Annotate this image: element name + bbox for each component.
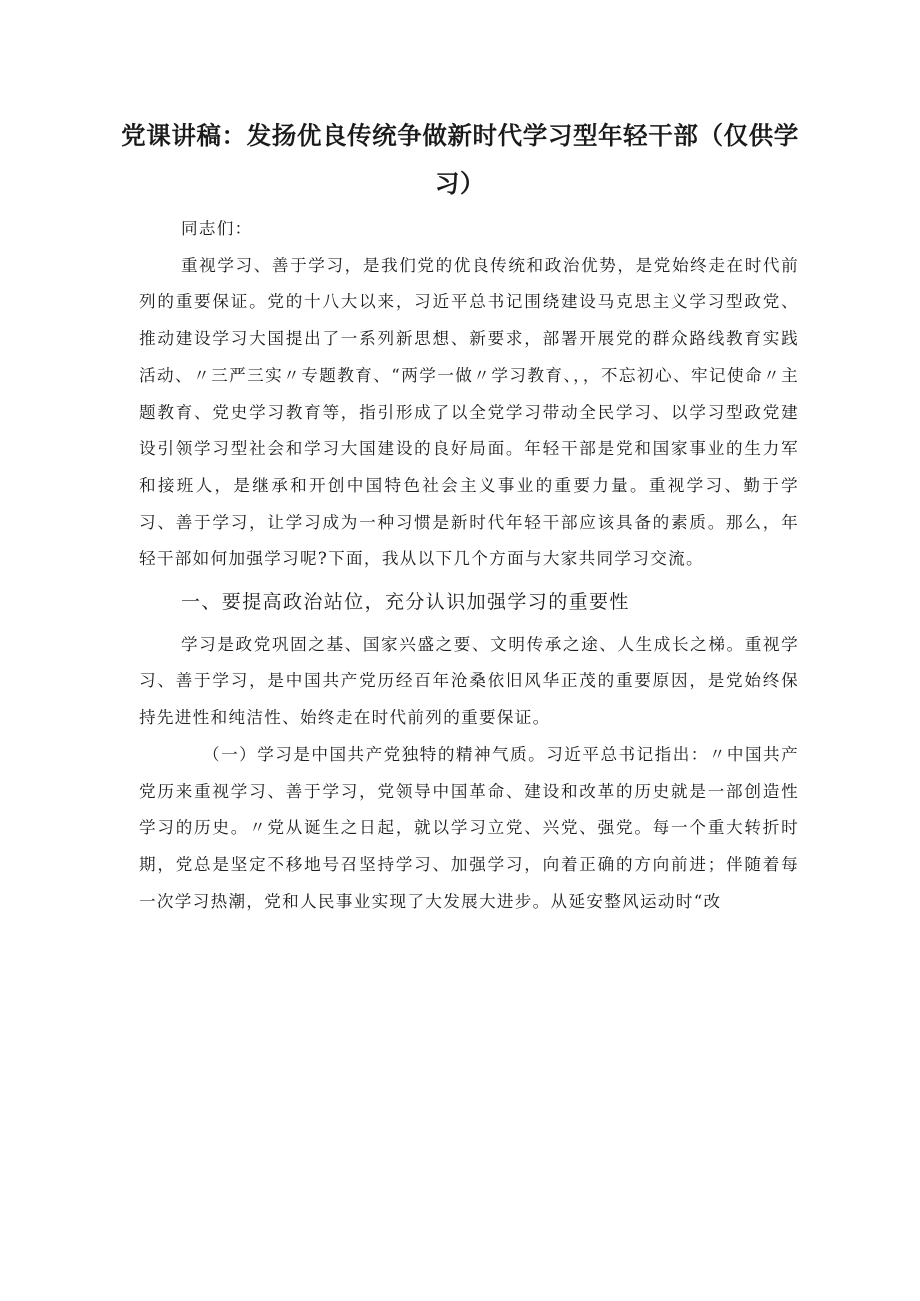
intro-paragraph: 重视学习、善于学习，是我们党的优良传统和政治优势，是党始终走在时代前列的重要保证。党的十八大以来，习近平总书记围绕建设马克思主义学习型政党、推动建设学习大国提出了一系列新思想、新要求，部署开展党的群众路线教育实践活动、〃三严三实〃专题教育、“两学一做〃学习教育、，，不忘初心、牢记使命〃主题教育、党史学习教育等，指引形成了以全党学习带动全民学习、以学习型政党建设引领学习型社会和学习大国建设的良好局面。年轻干部是党和国家事业的生力军和接班人，是继承和开创中国特色社会主义事业的重要力量。重视学习、勤于学习、善于学习，让学习成为一种习惯是新时代年轻干部应该具备的素质。那么，年轻干部如何加强学习呢?下面，我从以下几个方面与大家共同学习交流。 [139, 255, 799, 569]
section-paragraph: 学习是政党巩固之基、国家兴盛之要、文明传承之途、人生成长之梯。重视学习、善于学习，是中国共产党历经百年沧桑依旧风华正茂的重要原因，是党始终保持先进性和纯洁性、始终走在时代前列的重要保证。 [139, 634, 799, 728]
document-body [139, 211, 799, 920]
subsection-paragraph: （一）学习是中国共产党独特的精神气质。习近平总书记指出：〃中国共产党历来重视学习、善于学习，党领导中国革命、建设和改革的历史就是一部创造性学习的历史。〃党从诞生之日起，就以学习立党、兴党、强党。每一个重大转折时期，党总是坚定不移地号召坚持学习、加强学习，向着正确的方向前进；伴随着每一次学习热潮，党和人民事业实现了大发展大进步。从延安整风运动时“改 [139, 744, 799, 911]
salutation: 同志们： [181, 219, 253, 238]
section-heading: 一、要提高政治站位，充分认识加强学习的重要性 [181, 591, 630, 614]
document-title: 党课讲稿：发扬优良传统争做新时代学习型年轻干部（仅供学习） [121, 121, 799, 198]
